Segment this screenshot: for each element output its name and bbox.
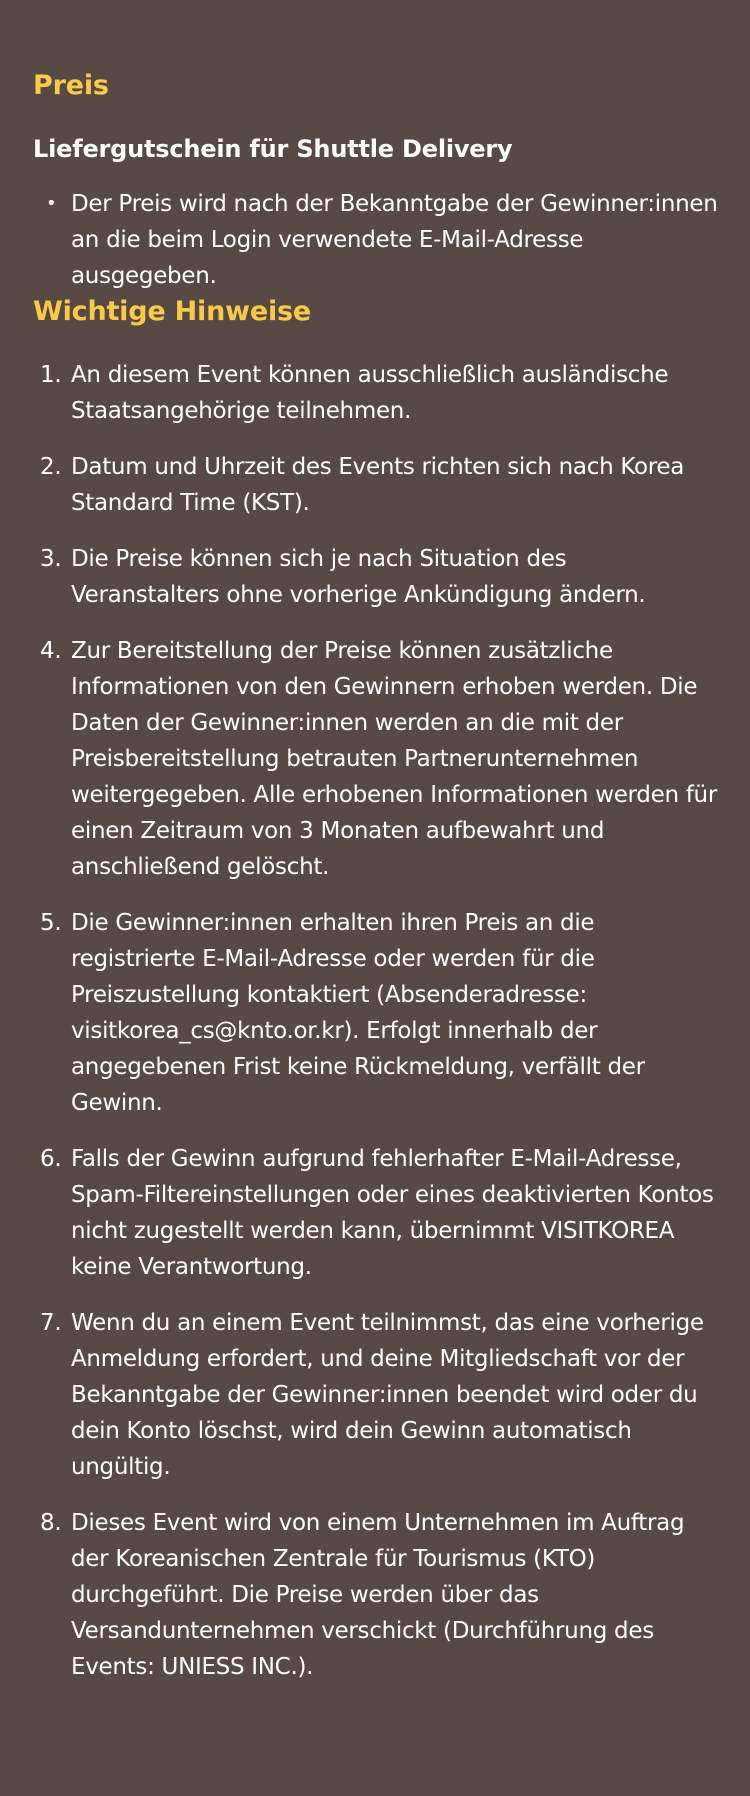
list-item-text: Zur Bereitstellung der Preise können zusätzliche Informationen von den Gewinnern erhoben werden. Die Daten der Gewinner:innen werden an die mit der Preisbereitstellung betrauten Partnerunternehmen weitergegeben. Alle erhobenen Informationen werden für einen Zeitraum von 3 Monaten aufbewahrt und anschließend gelöscht. [71, 638, 717, 880]
prize-section-title: Preis [33, 70, 109, 101]
bullet-icon: • [46, 193, 57, 214]
list-item-text: Die Gewinner:innen erhalten ihren Preis an die registrierte E-Mail-Adresse oder werden für die Preiszustellung kontaktiert (Absenderadresse: visitkorea_cs@knto.or.kr). Erfolgt innerhalb der angegebenen Frist keine Rückmeldung, verfällt der Gewinn. [71, 910, 645, 1116]
list-number: 7. [40, 1310, 62, 1336]
list-item-text: Die Preise können sich je nach Situation des Veranstalters ohne vorherige Ankündigung ändern. [71, 546, 646, 608]
list-item [33, 541, 718, 613]
list-item-text: Wenn du an einem Event teilnimmst, das eine vorherige Anmeldung erfordert, und deine Mitgliedschaft vor der Bekanntgabe der Gewinner:innen beendet wird oder du dein Konto löschst, wird dein Gewinn automatisch ungültig. [71, 1310, 704, 1480]
list-number: 4. [40, 638, 62, 664]
prize-subheading: Liefergutschein für Shuttle Delivery [33, 135, 513, 163]
list-item-text: Datum und Uhrzeit des Events richten sich nach Korea Standard Time (KST). [71, 454, 685, 516]
list-item [33, 1305, 718, 1485]
list-item [33, 186, 718, 294]
prize-bullet-text: Der Preis wird nach der Bekanntgabe der Gewinner:innen an die beim Login verwendete E-Mail-Adresse ausgegeben. [71, 191, 718, 289]
list-number: 2. [40, 454, 62, 480]
list-item-text: Falls der Gewinn aufgrund fehlerhafter E-Mail-Adresse, Spam-Filtereinstellungen oder eines deaktivierten Kontos nicht zugestellt werden kann, übernimmt VISITKOREA keine Verantwortung. [71, 1146, 714, 1280]
list-item [33, 1505, 718, 1685]
list-item [33, 905, 718, 1121]
list-number: 6. [40, 1146, 62, 1172]
list-item [33, 449, 718, 521]
list-number: 1. [40, 362, 62, 388]
notes-section-title: Wichtige Hinweise [33, 296, 312, 327]
list-item [33, 1141, 718, 1285]
list-number: 3. [40, 546, 62, 572]
list-item-text: Dieses Event wird von einem Unternehmen im Auftrag der Koreanischen Zentrale für Tourismus (KTO) durchgeführt. Die Preise werden über das Versandunternehmen verschickt (Durchführung des Events: UNIESS INC.). [71, 1510, 685, 1680]
list-number: 8. [40, 1510, 62, 1536]
list-item [33, 633, 718, 885]
list-number: 5. [40, 910, 62, 936]
list-item-text: An diesem Event können ausschließlich ausländische Staatsangehörige teilnehmen. [71, 362, 669, 424]
prize-bullet-list [33, 186, 718, 294]
list-item [33, 357, 718, 429]
notes-list [33, 357, 718, 1685]
